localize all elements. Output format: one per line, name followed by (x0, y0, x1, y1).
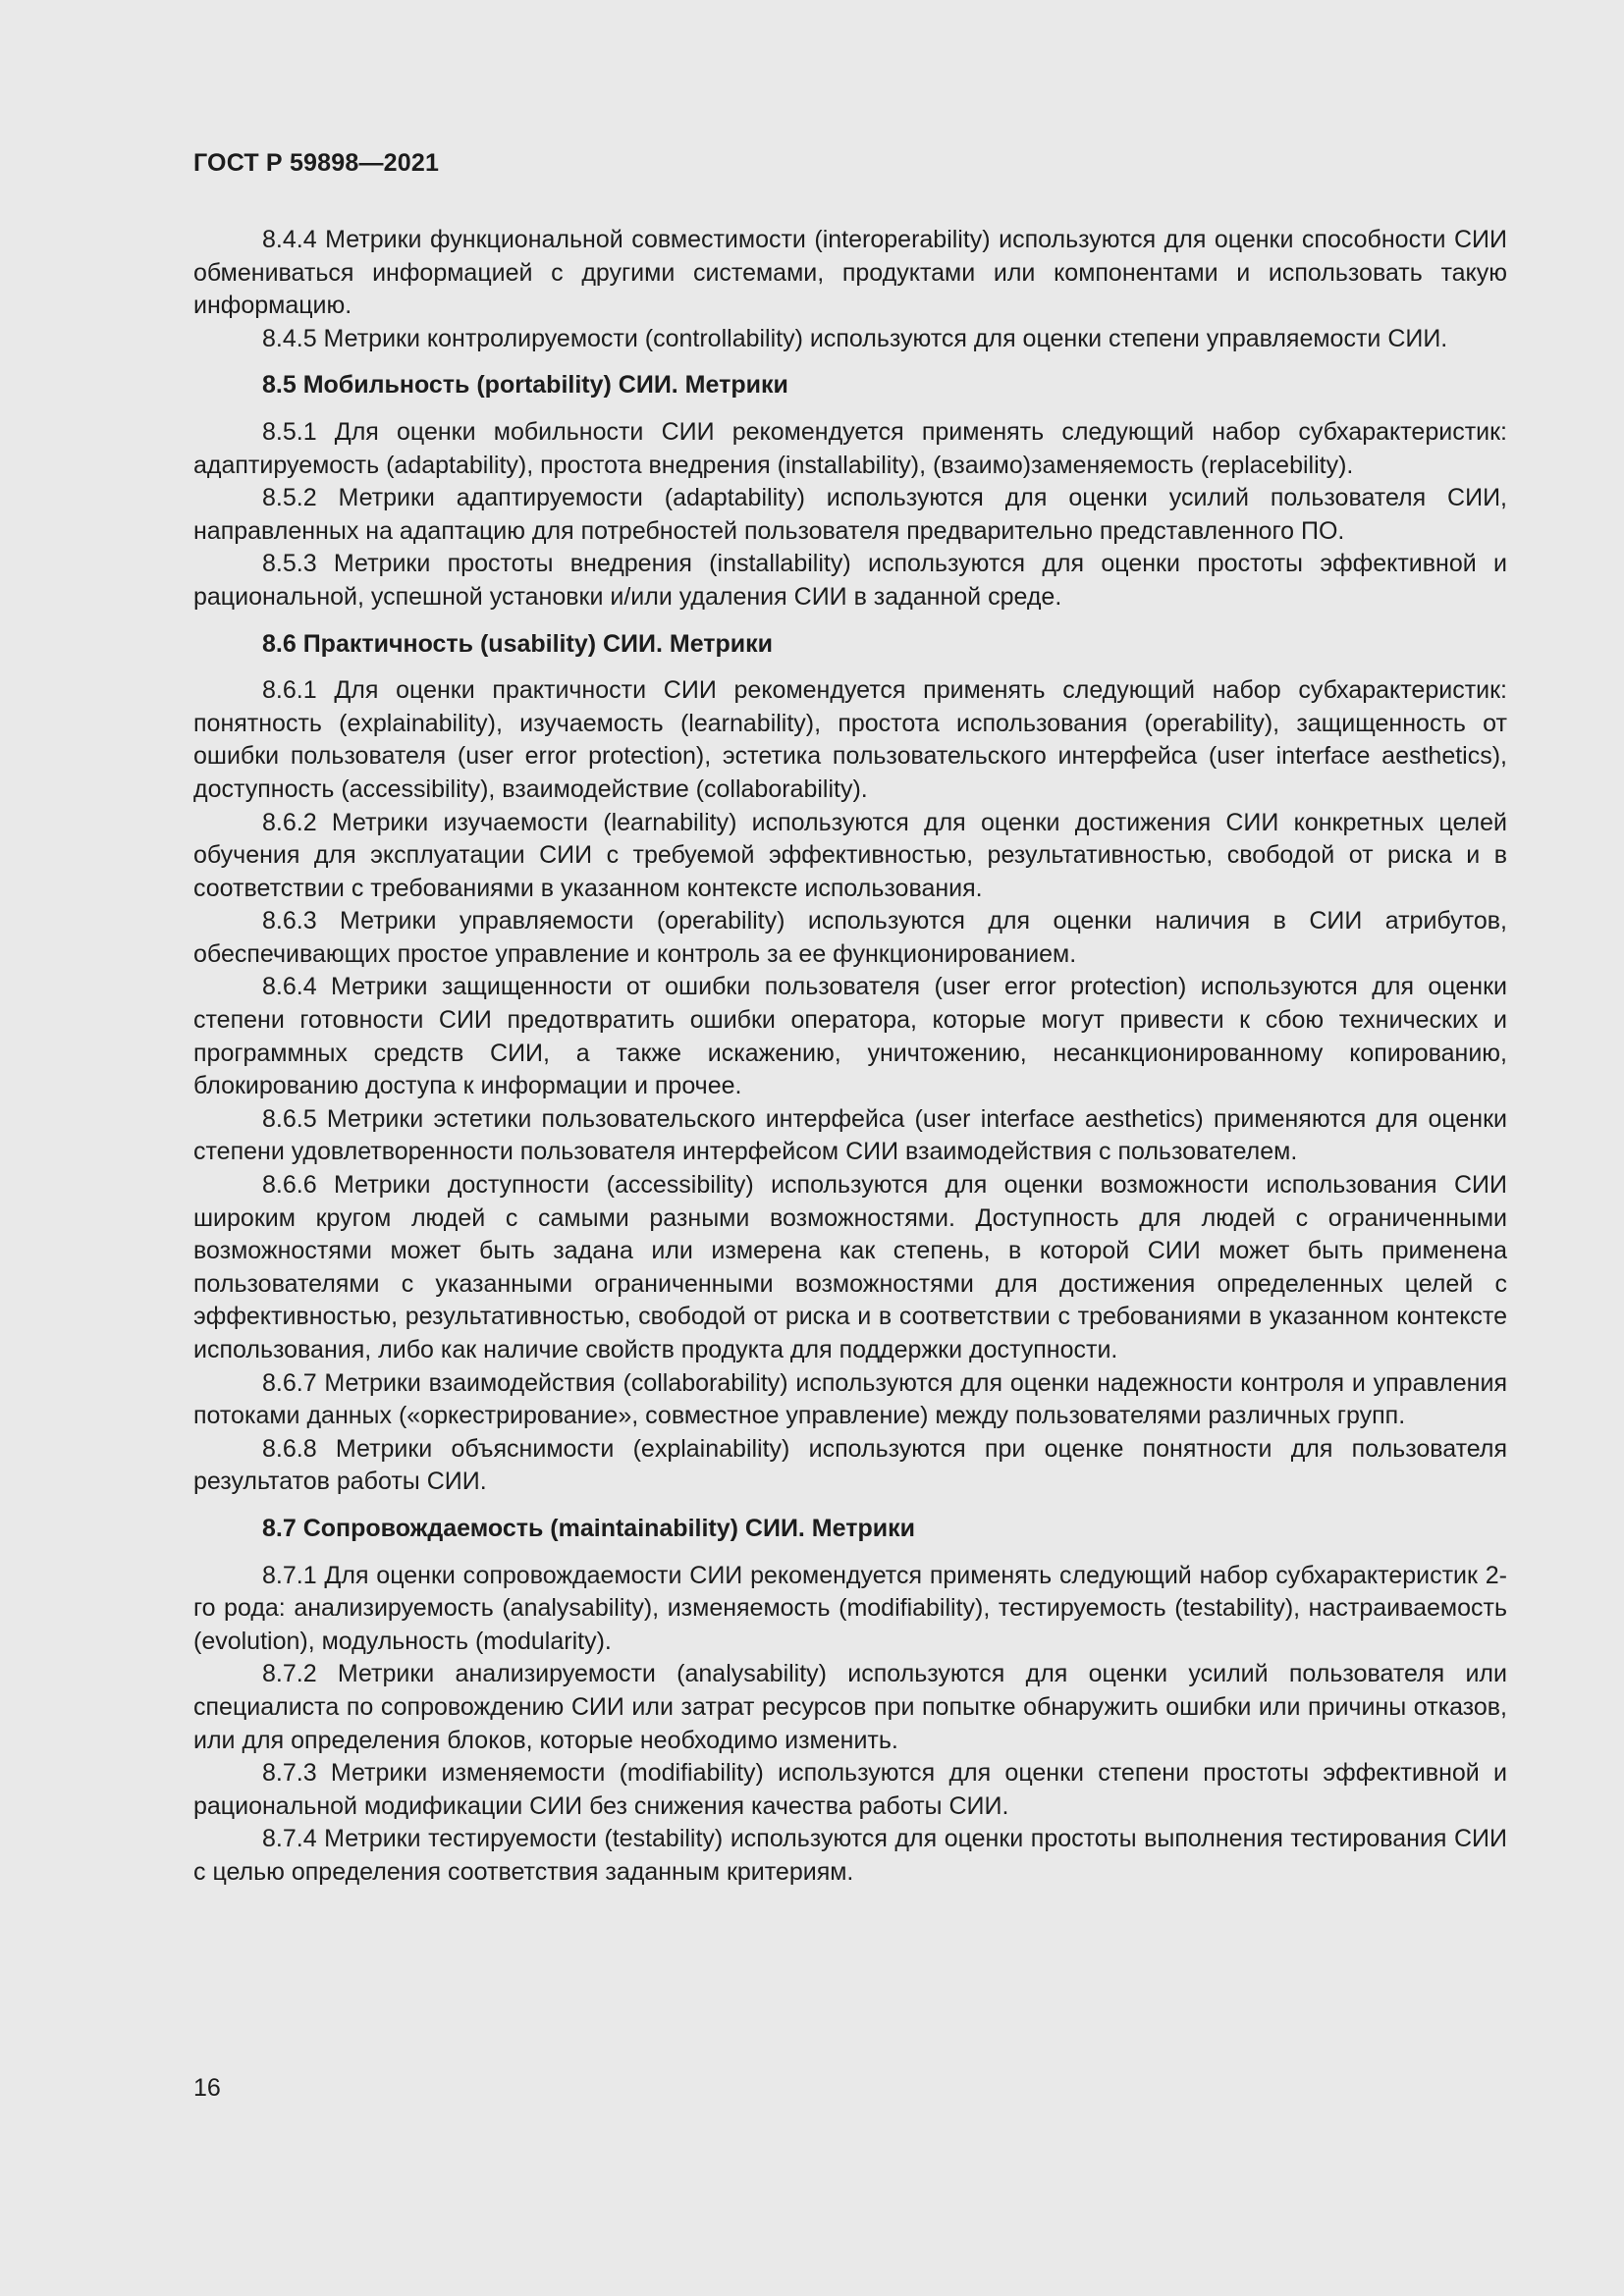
paragraph-8-4-5: 8.4.5 Метрики контролируемости (controllability) используются для оценки степени управляемости СИИ. (262, 324, 1448, 352)
document-header: ГОСТ Р 59898—2021 (193, 149, 440, 177)
paragraph-8-6-3: 8.6.3 Метрики управляемости (operability) используются для оценки наличия в СИИ атрибутов, обеспечивающих простое управление и контроль за ее функционированием. (193, 907, 1507, 968)
paragraph-8-5-1: 8.5.1 Для оценки мобильности СИИ рекомендуется применять следующий набор субхарактеристик: адаптируемость (adaptability), простота внедрения (installability), (взаимо)заменяемость (replacebility). (193, 417, 1507, 479)
section-8-6 (193, 628, 1507, 1499)
paragraph-8-7-1: 8.7.1 Для оценки сопровождаемости СИИ рекомендуется применять следующий набор субхарактеристик 2-го рода: анализируемость (analysability), изменяемость (modifiability), тестируемость (testability), настраиваемость (evolution), модульность (modularity). (193, 1561, 1507, 1655)
paragraph-8-6-5: 8.6.5 Метрики эстетики пользовательского интерфейса (user interface aesthetics) применяются для оценки степени удовлетворенности пользователя интерфейсом СИИ взаимодействия с пользователем. (193, 1104, 1507, 1166)
paragraph-8-7-2: 8.7.2 Метрики анализируемости (analysability) используются для оценки усилий пользователя или специалиста по сопровождению СИИ или затрат ресурсов при попытке обнаружить ошибки или причины отказов, или для определения блоков, которые необходимо изменить. (193, 1660, 1507, 1754)
paragraph-8-6-1: 8.6.1 Для оценки практичности СИИ рекомендуется применять следующий набор субхарактеристик: понятность (explainability), изучаемость (learnability), простота использования (operability), защищенность от ошибки пользователя (user error protection), эстетика пользовательского интерфейса (user interface aesthetics), доступность (accessibility), взаимодействие (collaborability). (193, 676, 1507, 803)
paragraph-8-5-3: 8.5.3 Метрики простоты внедрения (installability) используются для оценки простоты эффективной и рациональной, успешной установки и/или удаления СИИ в заданной среде. (193, 550, 1507, 611)
paragraph-8-7-3: 8.7.3 Метрики изменяемости (modifiability) используются для оценки степени простоты эффективной и рациональной модификации СИИ без снижения качества работы СИИ. (193, 1759, 1507, 1820)
section-8-5 (193, 369, 1507, 614)
page-number: 16 (193, 2074, 221, 2102)
paragraph-8-7-4: 8.7.4 Метрики тестируемости (testability) используются для оценки простоты выполнения тестирования СИИ с целью определения соответствия заданным критериям. (193, 1825, 1507, 1886)
paragraph-8-6-2: 8.6.2 Метрики изучаемости (learnability) используются для оценки достижения СИИ конкретных целей обучения для эксплуатации СИИ с требуемой эффективностью, результативностью, свободой от риска и в соответствии с требованиями в указанном контексте использования. (193, 808, 1507, 902)
paragraph-8-6-7: 8.6.7 Метрики взаимодействия (collaborability) используются для оценки надежности контроля и управления потоками данных («оркестрирование», совместное управление) между пользователями различных групп. (193, 1368, 1507, 1430)
section-heading-8-6: 8.6 Практичность (usability) СИИ. Метрики (262, 629, 774, 658)
section-heading-8-5: 8.5 Мобильность (portability) СИИ. Метрики (262, 371, 788, 400)
paragraph-8-6-4: 8.6.4 Метрики защищенности от ошибки пользователя (user error protection) используются для оценки степени готовности СИИ предотвратить ошибки оператора, которые могут привести к сбою технических и программных средств СИИ, а также искажению, уничтожению, несанкционированному копированию, блокированию доступа к информации и прочее. (193, 973, 1507, 1100)
paragraph-8-5-2: 8.5.2 Метрики адаптируемости (adaptability) используются для оценки усилий пользователя СИИ, направленных на адаптацию для потребностей пользователя предварительно представленного ПО. (193, 484, 1507, 545)
paragraph-8-6-8: 8.6.8 Метрики объяснимости (explainability) используются при оценке понятности для пользователя результатов работы СИИ. (193, 1434, 1507, 1496)
section-heading-8-7: 8.7 Сопровождаемость (maintainability) СИИ. Метрики (262, 1514, 915, 1542)
section-8-7 (193, 1513, 1507, 1890)
paragraph-8-4-4: 8.4.4 Метрики функциональной совместимости (interoperability) используются для оценки способности СИИ обмениваться информацией с другими системами, продуктами или компонентами и использовать такую информацию. (193, 226, 1507, 320)
section-8-4-continuation (193, 224, 1507, 355)
paragraph-8-6-6: 8.6.6 Метрики доступности (accessibility) используются для оценки возможности использования СИИ широким кругом людей с самыми разными возможностями. Доступность для людей с ограниченными возможностями может быть задана или измерена как степень, в которой СИИ может быть применена пользователями с указанными ограниченными возможностями для достижения определенных целей с эффективностью, результативностью, свободой от риска и в соответствии с требованиями в указанном контексте использования, либо как наличие свойств продукта для поддержки доступности. (193, 1171, 1507, 1363)
document-body (193, 224, 1507, 1890)
